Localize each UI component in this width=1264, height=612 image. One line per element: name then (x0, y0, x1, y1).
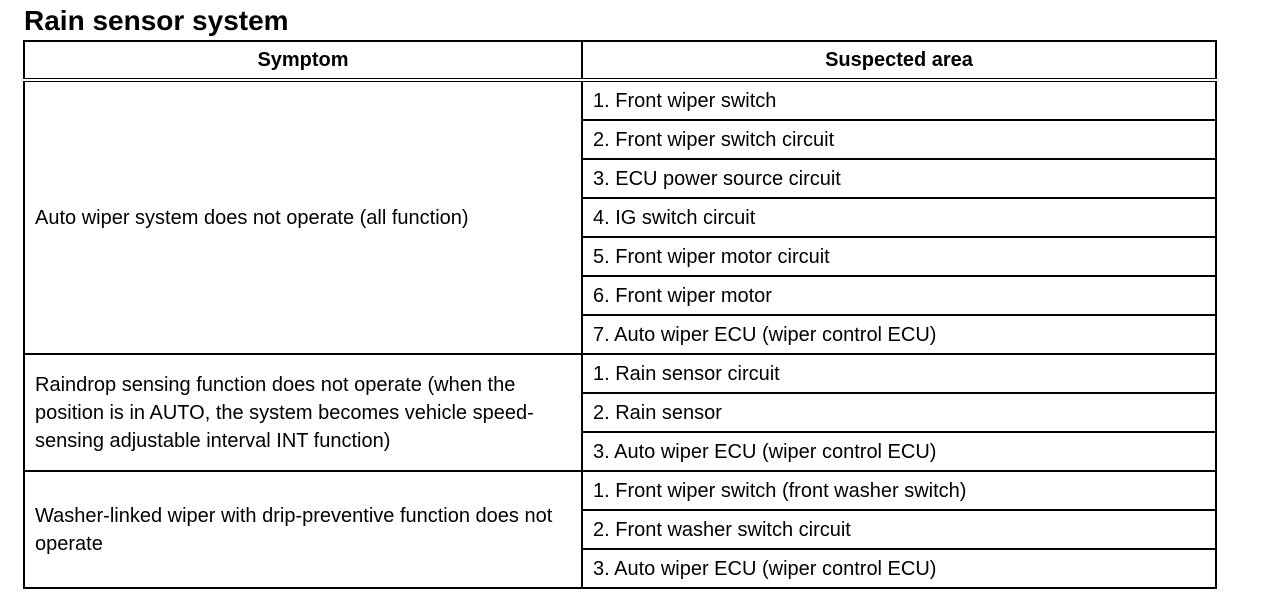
suspected-area-cell: 7. Auto wiper ECU (wiper control ECU) (582, 315, 1216, 354)
suspected-area-cell: 3. Auto wiper ECU (wiper control ECU) (582, 549, 1216, 588)
suspected-area-cell: 4. IG switch circuit (582, 198, 1216, 237)
suspected-area-cell: 3. Auto wiper ECU (wiper control ECU) (582, 432, 1216, 471)
suspected-area-cell: 1. Front wiper switch (front washer switch) (582, 471, 1216, 510)
table-row (24, 80, 1216, 120)
suspected-area-cell: 5. Front wiper motor circuit (582, 237, 1216, 276)
table-row (24, 354, 1216, 393)
symptom-column-header: Symptom (24, 41, 582, 80)
table-row (24, 471, 1216, 510)
table-header-row (24, 41, 1216, 80)
suspected-area-cell: 2. Rain sensor (582, 393, 1216, 432)
suspected-area-cell: 2. Front washer switch circuit (582, 510, 1216, 549)
suspected-area-cell: 1. Rain sensor circuit (582, 354, 1216, 393)
symptom-cell: Raindrop sensing function does not operate (when the position is in AUTO, the system becomes vehicle speed-sensing adjustable interval INT function) (24, 354, 582, 471)
symptom-cell: Washer-linked wiper with drip-preventive function does not operate (24, 471, 582, 588)
suspected-area-cell: 6. Front wiper motor (582, 276, 1216, 315)
suspected-area-column-header: Suspected area (582, 41, 1216, 80)
symptom-cell: Auto wiper system does not operate (all function) (24, 80, 582, 354)
problem-symptoms-table (23, 40, 1217, 589)
page-title: Rain sensor system (24, 5, 289, 36)
suspected-area-cell: 3. ECU power source circuit (582, 159, 1216, 198)
suspected-area-cell: 1. Front wiper switch (582, 80, 1216, 120)
suspected-area-cell: 2. Front wiper switch circuit (582, 120, 1216, 159)
